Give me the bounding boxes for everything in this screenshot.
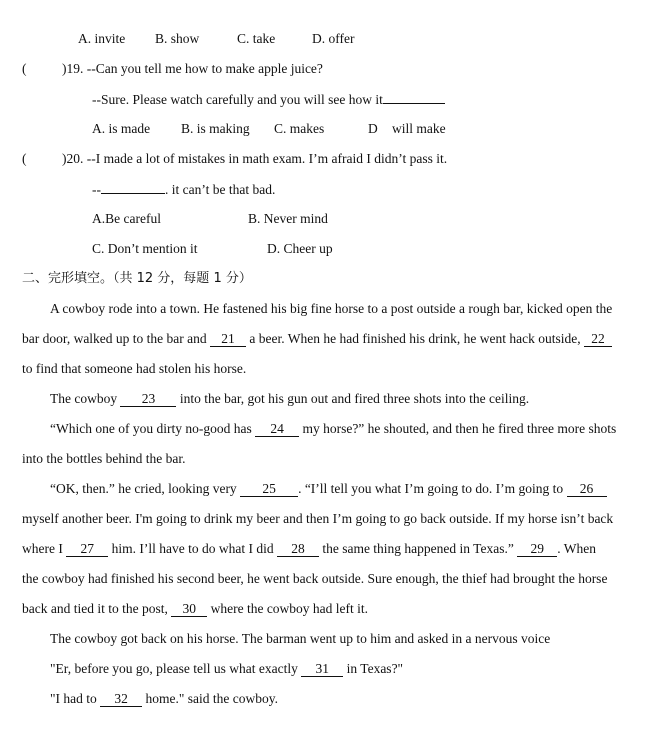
q19-blank xyxy=(383,91,445,104)
passage-text: a beer. When he had finished his drink, he went hack outside, xyxy=(249,331,581,346)
passage-line-1: A cowboy rode into a town. He fastened his big fine horse to a post outside a rough bar, kicked open the xyxy=(50,301,613,316)
passage-text: where the cowboy had left it. xyxy=(210,601,369,616)
q19-option-c: C. makes xyxy=(274,121,325,136)
passage-line-7 xyxy=(50,481,607,497)
passage-text: him. I’ll have to do what I did xyxy=(111,541,274,556)
passage-text: “OK, then.” he cried, looking very xyxy=(50,481,237,496)
q20-number: 20. xyxy=(66,151,84,166)
q19-response xyxy=(92,91,445,108)
blank-28: 28 xyxy=(277,542,319,557)
passage-text: . “I’ll tell you what I’m going to do. I’m going to xyxy=(298,481,564,496)
passage-line-12: The cowboy got back on his horse. The barman went up to him and asked in a nervous voice xyxy=(50,631,551,646)
q19-answer-paren-open: ( xyxy=(22,61,27,76)
passage-text: where I xyxy=(22,541,63,556)
q19-paren-close: ) xyxy=(62,61,67,76)
q20-question-text: --I made a lot of mistakes in math exam. I’m afraid I didn’t pass it. xyxy=(86,151,448,166)
blank-22: 22 xyxy=(584,332,612,347)
passage-line-6: into the bottles behind the bar. xyxy=(22,451,186,466)
blank-32: 32 xyxy=(100,692,142,707)
q20-response-suffix: . it can’t be that bad. xyxy=(165,182,276,197)
q19-option-d-letter: D xyxy=(368,121,378,136)
passage-text: in Texas?" xyxy=(346,661,404,676)
passage-line-13 xyxy=(50,661,403,677)
q19-number: 19. xyxy=(66,61,84,76)
q19-question xyxy=(62,61,323,77)
passage-text: The cowboy xyxy=(50,391,118,406)
passage-text: into the bar, got his gun out and fired three shots into the ceiling. xyxy=(179,391,530,406)
q20-response-prefix: -- xyxy=(92,182,101,197)
passage-text: bar door, walked up to the bar and xyxy=(22,331,207,346)
q18-option-d: D. offer xyxy=(312,31,355,46)
passage-text: back and tied it to the post, xyxy=(22,601,168,616)
passage-line-11 xyxy=(22,601,368,617)
q19-option-d-text: will make xyxy=(392,121,446,136)
q20-question xyxy=(62,151,447,167)
passage-line-2 xyxy=(22,331,612,347)
blank-24: 24 xyxy=(255,422,299,437)
passage-text: “Which one of you dirty no-good has xyxy=(50,421,252,436)
passage-text: the same thing happened in Texas.” xyxy=(322,541,514,556)
q20-response xyxy=(92,181,275,198)
q18-option-b: B. show xyxy=(155,31,200,46)
q19-question-text: --Can you tell me how to make apple juice? xyxy=(86,61,323,76)
passage-line-5 xyxy=(50,421,616,437)
passage-line-4 xyxy=(50,391,529,407)
passage-line-10: the cowboy had finished his second beer, he went back outside. Sure enough, the thief had brought the horse xyxy=(22,571,608,586)
passage-text: "Er, before you go, please tell us what exactly xyxy=(50,661,298,676)
blank-21: 21 xyxy=(210,332,246,347)
q20-option-a: A.Be careful xyxy=(92,211,161,226)
passage-text: my horse?” he shouted, and then he fired three more shots xyxy=(302,421,617,436)
section-heading: 二、完形填空。（共 12 分，每题 1 分） xyxy=(22,271,252,286)
blank-30: 30 xyxy=(171,602,207,617)
q19-option-b: B. is making xyxy=(181,121,250,136)
passage-line-3: to find that someone had stolen his horse. xyxy=(22,361,247,376)
q20-option-c: C. Don’t mention it xyxy=(92,241,198,256)
q19-response-text: --Sure. Please watch carefully and you will see how it xyxy=(92,92,383,107)
passage-text: "I had to xyxy=(50,691,97,706)
q20-option-d: D. Cheer up xyxy=(267,241,333,256)
blank-31: 31 xyxy=(301,662,343,677)
q18-option-a: A. invite xyxy=(78,31,126,46)
blank-29: 29 xyxy=(517,542,557,557)
passage-line-14 xyxy=(50,691,278,707)
q20-option-b: B. Never mind xyxy=(248,211,328,226)
q18-option-c: C. take xyxy=(237,31,276,46)
blank-26: 26 xyxy=(567,482,607,497)
passage-line-8: myself another beer. I'm going to drink my beer and then I’m going to go back outside. If my horse isn’t back xyxy=(22,511,614,526)
q20-blank xyxy=(101,181,165,194)
blank-25: 25 xyxy=(240,482,298,497)
blank-23: 23 xyxy=(120,392,176,407)
passage-text: . When xyxy=(557,541,596,556)
q19-option-a: A. is made xyxy=(92,121,151,136)
passage-line-9 xyxy=(22,541,596,557)
blank-27: 27 xyxy=(66,542,108,557)
q20-answer-paren-open: ( xyxy=(22,151,27,166)
q20-paren-close: ) xyxy=(62,151,67,166)
passage-text: home." said the cowboy. xyxy=(145,691,278,706)
